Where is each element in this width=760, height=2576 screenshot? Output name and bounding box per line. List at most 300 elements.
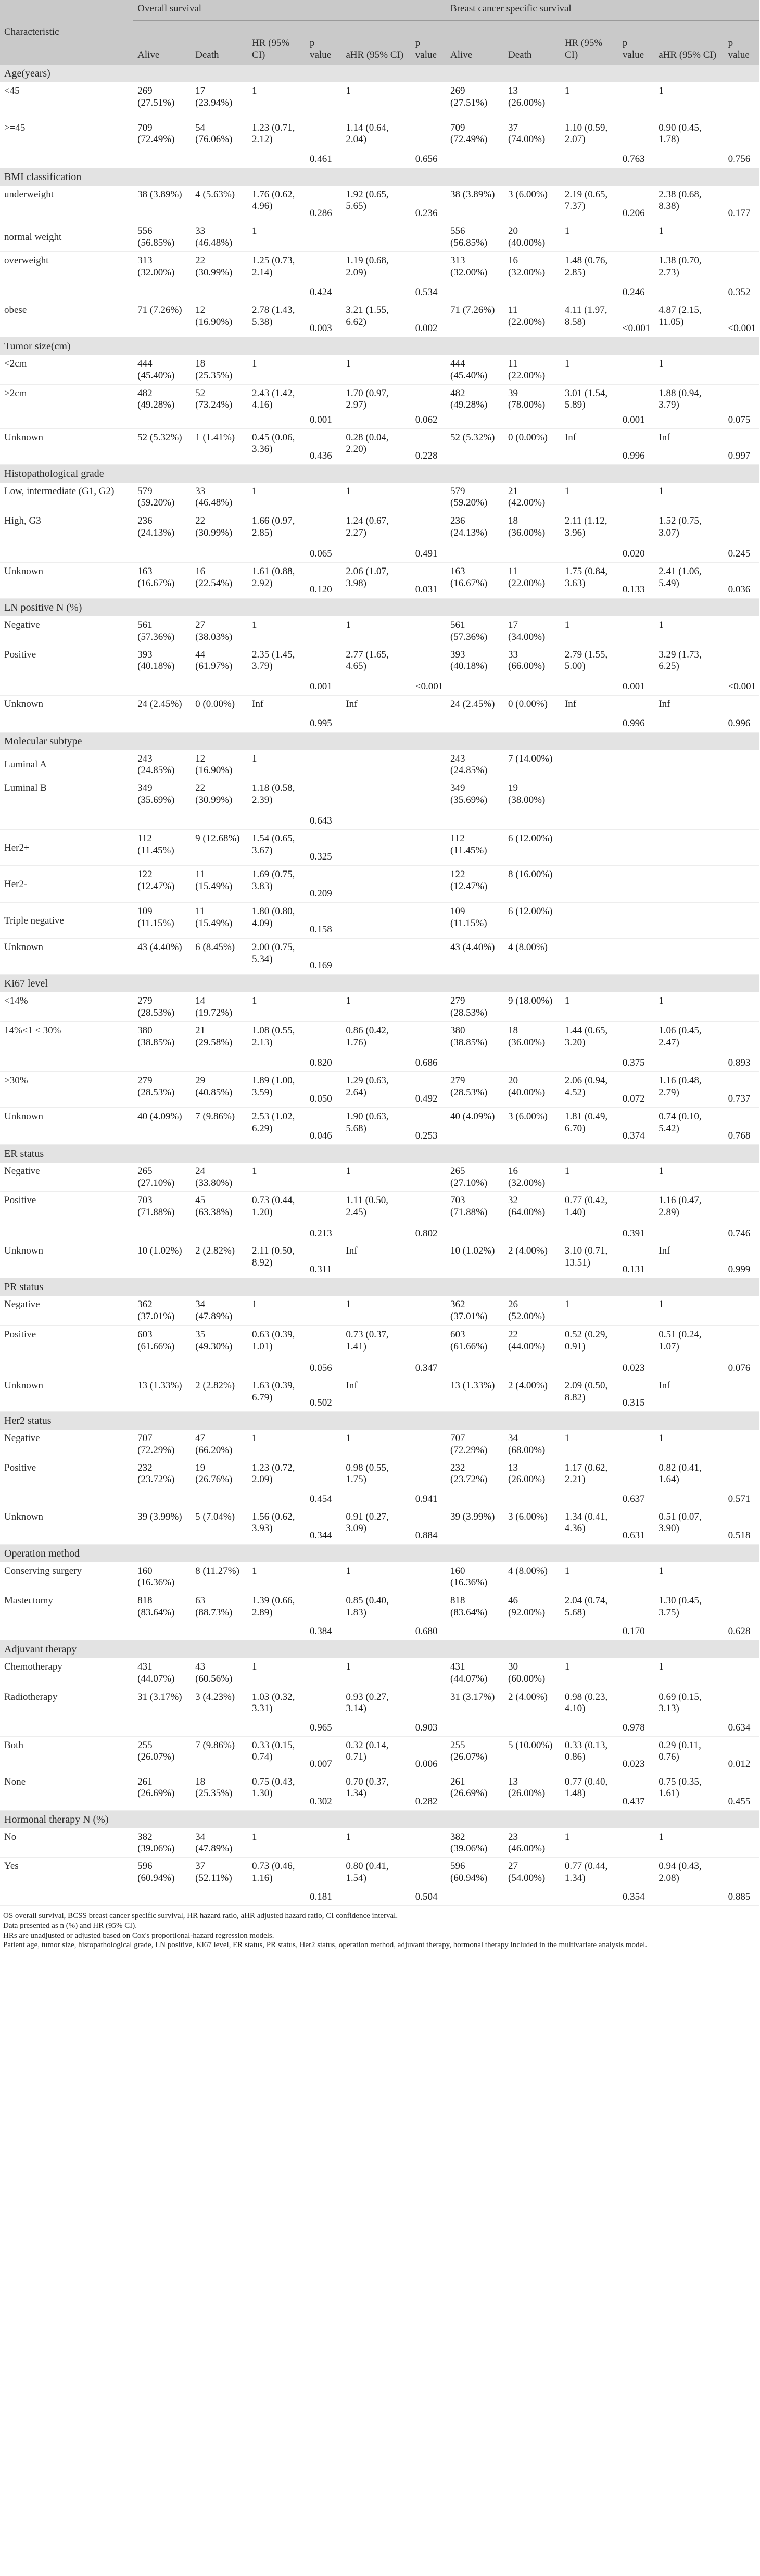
- bcss-hr-cell: 1: [561, 82, 618, 119]
- os-ahr-cell: 1: [341, 82, 411, 119]
- bcss-death-cell: 0 (0.00%): [504, 695, 561, 732]
- os-death-cell: 4 (5.63%): [191, 186, 248, 222]
- bcss-p-cell: 0.763: [618, 119, 654, 168]
- bcss-ahr-cell: 1: [654, 616, 724, 646]
- os-p-cell: 0.820: [306, 1021, 341, 1071]
- table-row: [0, 1562, 759, 1592]
- os-ap-cell: 0.802: [411, 1192, 446, 1242]
- bcss-hr-cell: 2.09 (0.50, 8.82): [561, 1377, 618, 1411]
- os-death-cell: 1 (1.41%): [191, 428, 248, 464]
- os-alive-cell: 122 (12.47%): [133, 866, 191, 903]
- row-label: High, G3: [0, 512, 133, 563]
- bcss-hr-cell: 1.75 (0.84, 3.63): [561, 563, 618, 599]
- row-label: Positive: [0, 1325, 133, 1377]
- table-row: [0, 301, 759, 337]
- bcss-ahr-cell: 1.38 (0.70, 2.73): [654, 252, 724, 301]
- bcss-ahr-cell: 0.69 (0.15, 3.13): [654, 1688, 724, 1736]
- bcss-hr-cell: 4.11 (1.97, 8.58): [561, 301, 618, 337]
- section-header: [0, 168, 759, 186]
- bcss-death-cell: 18 (36.00%): [504, 1021, 561, 1071]
- os-alive-cell: 39 (3.99%): [133, 1508, 191, 1544]
- bcss-p-header: p value: [618, 21, 654, 65]
- os-p-cell: 0.007: [306, 1736, 341, 1773]
- os-p-cell: 0.056: [306, 1325, 341, 1377]
- bcss-alive-cell: 52 (5.32%): [446, 428, 504, 464]
- os-alive-cell: 52 (5.32%): [133, 428, 191, 464]
- bcss-p-cell: 0.996: [618, 695, 654, 732]
- os-ap-cell: [411, 830, 446, 866]
- bcss-hr-cell: 0.98 (0.23, 4.10): [561, 1688, 618, 1736]
- os-death-cell: 29 (40.85%): [191, 1071, 248, 1107]
- os-hr-cell: 1: [248, 1562, 306, 1592]
- bcss-ap-cell: [724, 779, 759, 830]
- os-ap-header: p value: [411, 21, 446, 65]
- section-header: [0, 732, 759, 750]
- os-p-header: p value: [306, 21, 341, 65]
- bcss-alive-cell: 40 (4.09%): [446, 1107, 504, 1144]
- bcss-p-cell: [618, 483, 654, 512]
- os-death-cell: 14 (19.72%): [191, 992, 248, 1021]
- bcss-ap-cell: [724, 1562, 759, 1592]
- table-row: [0, 1688, 759, 1736]
- bcss-ap-cell: [724, 1296, 759, 1325]
- bcss-hr-cell: 1: [561, 1296, 618, 1325]
- bcss-hr-cell: [561, 779, 618, 830]
- os-ahr-cell: 1.92 (0.65, 5.65): [341, 186, 411, 222]
- os-ahr-cell: 1.14 (0.64, 2.04): [341, 119, 411, 168]
- os-p-cell: 0.050: [306, 1071, 341, 1107]
- os-ahr-header: aHR (95% CI): [341, 21, 411, 65]
- bcss-death-cell: 6 (12.00%): [504, 830, 561, 866]
- bcss-ap-cell: 0.756: [724, 119, 759, 168]
- os-ap-cell: [411, 1163, 446, 1192]
- bcss-ap-cell: [724, 750, 759, 779]
- bcss-death-cell: 16 (32.00%): [504, 1163, 561, 1192]
- os-alive-cell: 109 (11.15%): [133, 903, 191, 939]
- bcss-p-cell: 0.246: [618, 252, 654, 301]
- os-ahr-cell: 2.77 (1.65, 4.65): [341, 646, 411, 695]
- os-hr-cell: 2.35 (1.45, 3.79): [248, 646, 306, 695]
- table-row: [0, 1377, 759, 1411]
- row-label: Luminal B: [0, 779, 133, 830]
- bcss-ap-cell: 0.245: [724, 512, 759, 563]
- bcss-alive-cell: 313 (32.00%): [446, 252, 504, 301]
- os-death-cell: 33 (46.48%): [191, 222, 248, 252]
- os-ahr-cell: 1.11 (0.50, 2.45): [341, 1192, 411, 1242]
- section-title: LN positive N (%): [0, 599, 759, 617]
- bcss-death-cell: 13 (26.00%): [504, 82, 561, 119]
- row-label: Conserving surgery: [0, 1562, 133, 1592]
- os-p-cell: 0.001: [306, 384, 341, 428]
- section-title: Hormonal therapy N (%): [0, 1810, 759, 1828]
- os-hr-cell: 1.03 (0.32, 3.31): [248, 1688, 306, 1736]
- os-alive-cell: 703 (71.88%): [133, 1192, 191, 1242]
- bcss-p-cell: [618, 355, 654, 384]
- bcss-alive-cell: 596 (60.94%): [446, 1858, 504, 1906]
- row-label: Unknown: [0, 563, 133, 599]
- bcss-p-cell: 0.637: [618, 1459, 654, 1508]
- row-label: Unknown: [0, 1107, 133, 1144]
- bcss-death-cell: 22 (44.00%): [504, 1325, 561, 1377]
- bcss-alive-cell: 122 (12.47%): [446, 866, 504, 903]
- bcss-ap-cell: 0.634: [724, 1688, 759, 1736]
- bcss-ahr-cell: [654, 779, 724, 830]
- bcss-death-cell: 46 (92.00%): [504, 1592, 561, 1640]
- bcss-death-cell: 23 (46.00%): [504, 1828, 561, 1858]
- bcss-p-cell: 0.315: [618, 1377, 654, 1411]
- os-hr-cell: 1: [248, 1828, 306, 1858]
- bcss-ap-cell: [724, 1377, 759, 1411]
- bcss-ahr-cell: 0.94 (0.43, 2.08): [654, 1858, 724, 1906]
- bcss-alive-cell: 579 (59.20%): [446, 483, 504, 512]
- os-p-cell: 0.286: [306, 186, 341, 222]
- section-title: Histopathological grade: [0, 464, 759, 483]
- bcss-ahr-cell: Inf: [654, 695, 724, 732]
- os-p-cell: [306, 1658, 341, 1688]
- bcss-death-cell: 13 (26.00%): [504, 1459, 561, 1508]
- os-ap-cell: [411, 222, 446, 252]
- row-label: normal weight: [0, 222, 133, 252]
- bcss-hr-cell: 1: [561, 1430, 618, 1459]
- row-label: Unknown: [0, 1377, 133, 1411]
- bcss-alive-cell: 160 (16.36%): [446, 1562, 504, 1592]
- bcss-hr-cell: [561, 830, 618, 866]
- bcss-alive-cell: 482 (49.28%): [446, 384, 504, 428]
- os-alive-cell: 112 (11.45%): [133, 830, 191, 866]
- bcss-p-cell: [618, 1296, 654, 1325]
- row-label: Negative: [0, 1163, 133, 1192]
- bcss-alive-cell: 279 (28.53%): [446, 992, 504, 1021]
- bcss-hr-cell: 1: [561, 1828, 618, 1858]
- os-death-cell: 2 (2.82%): [191, 1377, 248, 1411]
- os-death-cell: 22 (30.99%): [191, 779, 248, 830]
- bcss-p-cell: [618, 82, 654, 119]
- os-p-cell: [306, 750, 341, 779]
- bcss-hr-cell: 1: [561, 483, 618, 512]
- os-hr-cell: 1.54 (0.65, 3.67): [248, 830, 306, 866]
- bcss-death-cell: 20 (40.00%): [504, 1071, 561, 1107]
- os-death-header: Death: [191, 21, 248, 65]
- os-ahr-cell: 1: [341, 1658, 411, 1688]
- row-label: underweight: [0, 186, 133, 222]
- bcss-death-cell: 16 (32.00%): [504, 252, 561, 301]
- bcss-header: Breast cancer specific survival: [446, 0, 759, 21]
- row-label: Negative: [0, 1296, 133, 1325]
- os-death-cell: 17 (23.94%): [191, 82, 248, 119]
- os-p-cell: 0.502: [306, 1377, 341, 1411]
- bcss-ap-cell: [724, 830, 759, 866]
- os-ahr-cell: 1: [341, 483, 411, 512]
- row-label: Chemotherapy: [0, 1658, 133, 1688]
- bcss-p-cell: 0.206: [618, 186, 654, 222]
- bcss-ap-cell: 0.571: [724, 1459, 759, 1508]
- os-death-cell: 18 (25.35%): [191, 355, 248, 384]
- table-row: [0, 903, 759, 939]
- row-label: Unknown: [0, 695, 133, 732]
- bcss-death-cell: 11 (22.00%): [504, 301, 561, 337]
- os-death-cell: 2 (2.82%): [191, 1242, 248, 1278]
- os-alive-cell: 603 (61.66%): [133, 1325, 191, 1377]
- bcss-death-cell: 19 (38.00%): [504, 779, 561, 830]
- bcss-hr-cell: 2.04 (0.74, 5.68): [561, 1592, 618, 1640]
- os-hr-cell: 1: [248, 1658, 306, 1688]
- os-ap-cell: 0.941: [411, 1459, 446, 1508]
- os-alive-cell: 579 (59.20%): [133, 483, 191, 512]
- os-ap-cell: [411, 616, 446, 646]
- bcss-death-cell: 20 (40.00%): [504, 222, 561, 252]
- bcss-alive-cell: 109 (11.15%): [446, 903, 504, 939]
- os-ahr-cell: [341, 750, 411, 779]
- os-ahr-cell: 1: [341, 1828, 411, 1858]
- os-ap-cell: [411, 1242, 446, 1278]
- os-ap-cell: 0.062: [411, 384, 446, 428]
- section-title: ER status: [0, 1144, 759, 1163]
- bcss-alive-cell: 707 (72.29%): [446, 1430, 504, 1459]
- os-hr-cell: 1: [248, 82, 306, 119]
- bcss-p-cell: 0.131: [618, 1242, 654, 1278]
- os-p-cell: 0.325: [306, 830, 341, 866]
- section-header: [0, 1278, 759, 1296]
- os-ahr-cell: 3.21 (1.55, 6.62): [341, 301, 411, 337]
- os-death-cell: 21 (29.58%): [191, 1021, 248, 1071]
- os-ahr-cell: Inf: [341, 1377, 411, 1411]
- os-ahr-cell: Inf: [341, 1242, 411, 1278]
- bcss-hr-cell: 1.10 (0.59, 2.07): [561, 119, 618, 168]
- row-label: Radiotherapy: [0, 1688, 133, 1736]
- os-alive-cell: 265 (27.10%): [133, 1163, 191, 1192]
- bcss-alive-cell: 603 (61.66%): [446, 1325, 504, 1377]
- bcss-ap-cell: [724, 866, 759, 903]
- bcss-ahr-cell: 0.51 (0.24, 1.07): [654, 1325, 724, 1377]
- footnote: HRs are unadjusted or adjusted based on Cox's proportional-hazard regression models.: [3, 1931, 274, 1940]
- bcss-ap-cell: <0.001: [724, 646, 759, 695]
- table-row: [0, 1828, 759, 1858]
- bcss-alive-cell: 349 (35.69%): [446, 779, 504, 830]
- os-hr-cell: 1: [248, 483, 306, 512]
- os-p-cell: 0.158: [306, 903, 341, 939]
- os-ap-cell: 0.504: [411, 1858, 446, 1906]
- bcss-death-cell: 7 (14.00%): [504, 750, 561, 779]
- bcss-p-cell: 0.354: [618, 1858, 654, 1906]
- bcss-hr-cell: [561, 939, 618, 975]
- os-hr-cell: 1.25 (0.73, 2.14): [248, 252, 306, 301]
- bcss-alive-cell: 393 (40.18%): [446, 646, 504, 695]
- bcss-hr-cell: 2.06 (0.94, 4.52): [561, 1071, 618, 1107]
- table-row: [0, 1325, 759, 1377]
- os-ap-cell: [411, 903, 446, 939]
- bcss-ap-cell: 0.352: [724, 252, 759, 301]
- bcss-p-cell: [618, 866, 654, 903]
- os-ahr-cell: [341, 830, 411, 866]
- os-hr-cell: 1: [248, 1430, 306, 1459]
- os-death-cell: 19 (26.76%): [191, 1459, 248, 1508]
- os-death-cell: 27 (38.03%): [191, 616, 248, 646]
- os-alive-cell: 236 (24.13%): [133, 512, 191, 563]
- section-header: [0, 464, 759, 483]
- section-title: Age(years): [0, 65, 759, 82]
- bcss-ahr-cell: 1.16 (0.48, 2.79): [654, 1071, 724, 1107]
- bcss-hr-cell: 1: [561, 1562, 618, 1592]
- os-ap-cell: 0.903: [411, 1688, 446, 1736]
- os-hr-cell: 0.73 (0.46, 1.16): [248, 1858, 306, 1906]
- table-body: [0, 65, 759, 1906]
- os-ap-cell: 0.002: [411, 301, 446, 337]
- os-ap-cell: 0.656: [411, 119, 446, 168]
- os-alive-cell: 349 (35.69%): [133, 779, 191, 830]
- bcss-hr-cell: 3.10 (0.71, 13.51): [561, 1242, 618, 1278]
- bcss-ap-cell: 0.012: [724, 1736, 759, 1773]
- bcss-ahr-cell: [654, 903, 724, 939]
- table-row: [0, 616, 759, 646]
- table-row: [0, 1021, 759, 1071]
- bcss-death-cell: 5 (10.00%): [504, 1736, 561, 1773]
- os-hr-cell: 1.23 (0.72, 2.09): [248, 1459, 306, 1508]
- bcss-alive-cell: 444 (45.40%): [446, 355, 504, 384]
- bcss-ahr-cell: 1.52 (0.75, 3.07): [654, 512, 724, 563]
- os-ahr-cell: 0.91 (0.27, 3.09): [341, 1508, 411, 1544]
- os-death-cell: 18 (25.35%): [191, 1773, 248, 1810]
- os-ap-cell: [411, 483, 446, 512]
- bcss-alive-cell: 39 (3.99%): [446, 1508, 504, 1544]
- table-row: [0, 750, 759, 779]
- table-row: [0, 1736, 759, 1773]
- bcss-p-cell: 0.001: [618, 384, 654, 428]
- os-p-cell: 0.181: [306, 1858, 341, 1906]
- os-ap-cell: 0.347: [411, 1325, 446, 1377]
- os-ahr-cell: [341, 939, 411, 975]
- os-p-cell: 0.209: [306, 866, 341, 903]
- os-alive-cell: 380 (38.85%): [133, 1021, 191, 1071]
- os-alive-cell: 243 (24.85%): [133, 750, 191, 779]
- bcss-alive-cell: 818 (83.64%): [446, 1592, 504, 1640]
- row-label: overweight: [0, 252, 133, 301]
- bcss-alive-cell: 112 (11.45%): [446, 830, 504, 866]
- bcss-ap-cell: 0.455: [724, 1773, 759, 1810]
- os-ap-cell: 0.492: [411, 1071, 446, 1107]
- os-death-cell: 35 (49.30%): [191, 1325, 248, 1377]
- row-label: Her2-: [0, 866, 133, 903]
- table-row: [0, 428, 759, 464]
- os-ahr-cell: [341, 903, 411, 939]
- row-label: <14%: [0, 992, 133, 1021]
- bcss-alive-cell: 382 (39.06%): [446, 1828, 504, 1858]
- section-title: BMI classification: [0, 168, 759, 186]
- os-alive-cell: 10 (1.02%): [133, 1242, 191, 1278]
- section-header: [0, 337, 759, 356]
- bcss-ap-cell: [724, 1828, 759, 1858]
- os-hr-cell: 1.39 (0.66, 2.89): [248, 1592, 306, 1640]
- os-alive-cell: 382 (39.06%): [133, 1828, 191, 1858]
- bcss-ap-cell: 0.177: [724, 186, 759, 222]
- row-label: Both: [0, 1736, 133, 1773]
- footnote: Data presented as n (%) and HR (95% CI).: [3, 1921, 137, 1930]
- os-ahr-cell: 0.32 (0.14, 0.71): [341, 1736, 411, 1773]
- os-p-cell: 0.461: [306, 119, 341, 168]
- bcss-alive-cell: 13 (1.33%): [446, 1377, 504, 1411]
- table-header: [0, 0, 759, 65]
- bcss-ahr-cell: 1: [654, 992, 724, 1021]
- os-hr-cell: 1: [248, 355, 306, 384]
- bcss-p-cell: 0.023: [618, 1736, 654, 1773]
- section-title: PR status: [0, 1278, 759, 1296]
- bcss-ahr-cell: 0.82 (0.41, 1.64): [654, 1459, 724, 1508]
- os-ahr-cell: 1: [341, 992, 411, 1021]
- bcss-death-cell: 4 (8.00%): [504, 939, 561, 975]
- bcss-p-cell: 0.001: [618, 646, 654, 695]
- bcss-p-cell: 0.020: [618, 512, 654, 563]
- table-row: [0, 1858, 759, 1906]
- bcss-ahr-cell: 0.75 (0.35, 1.61): [654, 1773, 724, 1810]
- bcss-hr-cell: 0.77 (0.42, 1.40): [561, 1192, 618, 1242]
- table-row: [0, 186, 759, 222]
- os-alive-cell: 71 (7.26%): [133, 301, 191, 337]
- bcss-alive-header: Alive: [446, 21, 504, 65]
- os-alive-cell: 160 (16.36%): [133, 1562, 191, 1592]
- table-row: [0, 119, 759, 168]
- footnote: Patient age, tumor size, histopathological grade, LN positive, Ki67 level, ER status, PR status, Her2 status, operation method, adjuvant therapy, hormonal therapy included in the multivariate analysis model.: [3, 1941, 648, 1950]
- bcss-hr-cell: 1: [561, 1658, 618, 1688]
- os-ap-cell: [411, 1296, 446, 1325]
- os-death-cell: 43 (60.56%): [191, 1658, 248, 1688]
- os-hr-cell: 1.76 (0.62, 4.96): [248, 186, 306, 222]
- bcss-alive-cell: 362 (37.01%): [446, 1296, 504, 1325]
- bcss-death-cell: 34 (68.00%): [504, 1430, 561, 1459]
- bcss-ahr-cell: 1.30 (0.45, 3.75): [654, 1592, 724, 1640]
- os-hr-cell: 0.63 (0.39, 1.01): [248, 1325, 306, 1377]
- row-label: Yes: [0, 1858, 133, 1906]
- os-ap-cell: 0.031: [411, 563, 446, 599]
- section-title: Molecular subtype: [0, 732, 759, 750]
- os-hr-cell: 2.00 (0.75, 5.34): [248, 939, 306, 975]
- os-ap-cell: [411, 82, 446, 119]
- table-row: [0, 866, 759, 903]
- os-hr-header: HR (95% CI): [248, 21, 306, 65]
- bcss-p-cell: 0.996: [618, 428, 654, 464]
- os-death-cell: 45 (63.38%): [191, 1192, 248, 1242]
- os-death-cell: 33 (46.48%): [191, 483, 248, 512]
- os-alive-cell: 232 (23.72%): [133, 1459, 191, 1508]
- os-alive-cell: 279 (28.53%): [133, 1071, 191, 1107]
- section-title: Operation method: [0, 1544, 759, 1562]
- os-ahr-cell: [341, 779, 411, 830]
- section-header: [0, 975, 759, 993]
- os-death-cell: 8 (11.27%): [191, 1562, 248, 1592]
- bcss-death-cell: 2 (4.00%): [504, 1242, 561, 1278]
- os-ahr-cell: 1.90 (0.63, 5.68): [341, 1107, 411, 1144]
- footnote: OS overall survival, BCSS breast cancer specific survival, HR hazard ratio, aHR adjusted hazard ratio, CI confidence interval.: [3, 1912, 398, 1921]
- os-ahr-cell: [341, 222, 411, 252]
- table-row: [0, 222, 759, 252]
- bcss-alive-cell: 265 (27.10%): [446, 1163, 504, 1192]
- bcss-death-header: Death: [504, 21, 561, 65]
- os-alive-cell: 313 (32.00%): [133, 252, 191, 301]
- os-hr-cell: 1.23 (0.71, 2.12): [248, 119, 306, 168]
- bcss-hr-header: HR (95% CI): [561, 21, 618, 65]
- bcss-ap-header: p value: [724, 21, 759, 65]
- bcss-ahr-cell: 1: [654, 1658, 724, 1688]
- os-ap-cell: 0.253: [411, 1107, 446, 1144]
- bcss-p-cell: [618, 616, 654, 646]
- table-row: [0, 82, 759, 119]
- os-alive-cell: 40 (4.09%): [133, 1107, 191, 1144]
- table-row: [0, 563, 759, 599]
- bcss-ap-cell: [724, 903, 759, 939]
- table-row: [0, 512, 759, 563]
- os-ap-cell: [411, 355, 446, 384]
- row-label: Low, intermediate (G1, G2): [0, 483, 133, 512]
- os-hr-cell: 1.56 (0.62, 3.93): [248, 1508, 306, 1544]
- table-row: [0, 939, 759, 975]
